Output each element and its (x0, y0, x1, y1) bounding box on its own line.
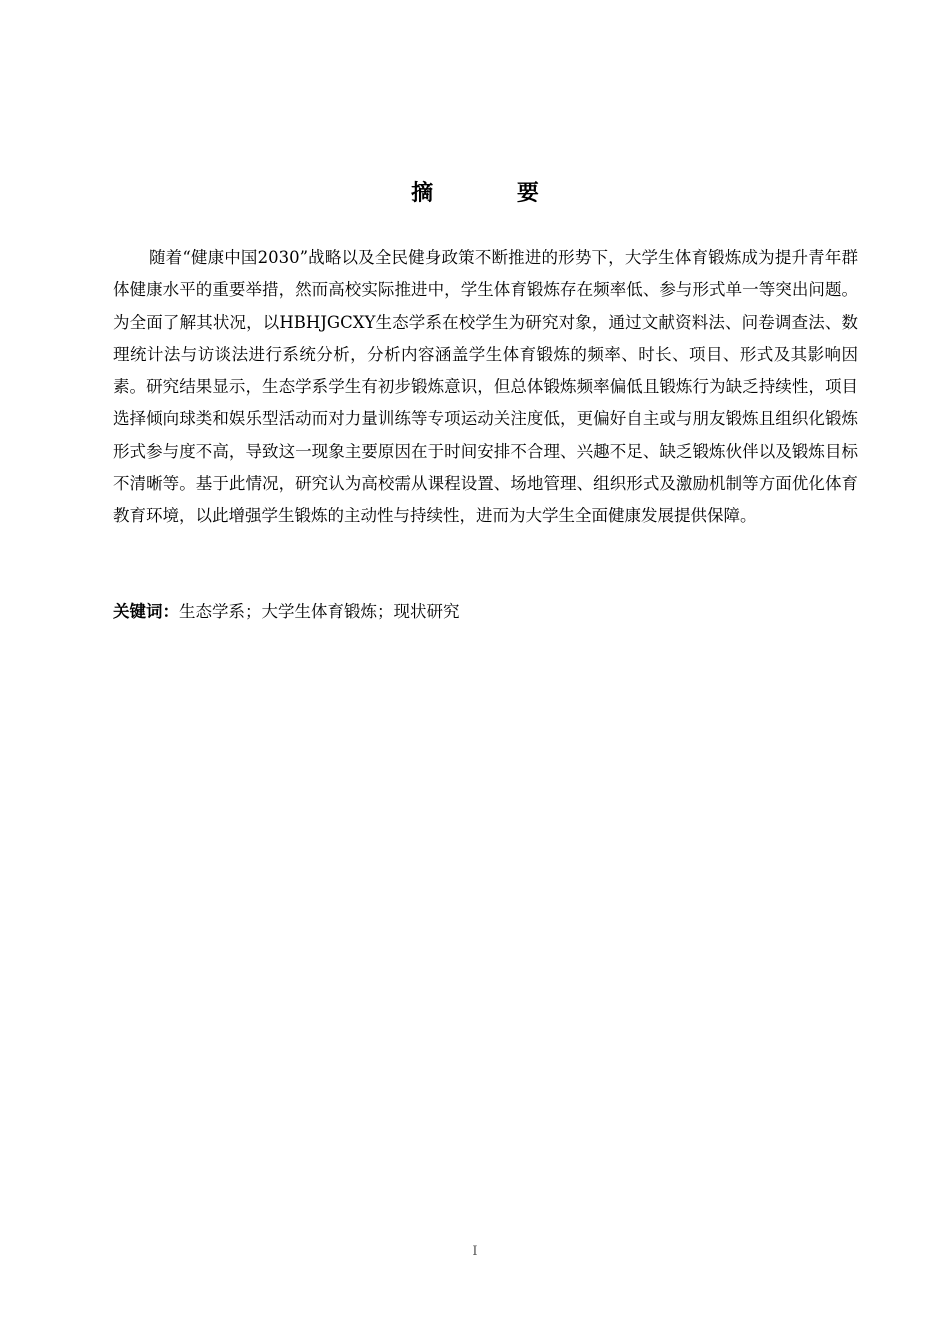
keywords-line (113, 596, 858, 628)
page-number: I (472, 1244, 478, 1259)
abstract-body: 随着“健康中国2030”战略以及全民健身政策不断推进的形势下，大学生体育锻炼成为提升青年群体健康水平的重要举措，然而高校实际推进中，学生体育锻炼存在频率低、参与形式单一等突出问题。为全面了解其状况，以HBHJGCXY生态学系在校学生为研究对象，通过文献资料法、问卷调查法、数理统计法与访谈法进行系统分析，分析内容涵盖学生体育锻炼的频率、时长、项目、形式及其影响因素。研究结果显示，生态学系学生有初步锻炼意识，但总体锻炼频率偏低且锻炼行为缺乏持续性，项目选择倾向球类和娱乐型活动而对力量训练等专项运动关注度低，更偏好自主或与朋友锻炼且组织化锻炼形式参与度不高，导致这一现象主要原因在于时间安排不合理、兴趣不足、缺乏锻炼伙伴以及锻炼目标不清晰等。基于此情况，研究认为高校需从课程设置、场地管理、组织形式及激励机制等方面优化体育教育环境，以此增强学生锻炼的主动性与持续性，进而为大学生全面健康发展提供保障。 (113, 248, 858, 526)
keywords-label: 关键词： (113, 602, 179, 621)
keywords-text: 生态学系；大学生体育锻炼；现状研究 (179, 602, 460, 621)
abstract-title: 摘 要 (411, 181, 577, 206)
